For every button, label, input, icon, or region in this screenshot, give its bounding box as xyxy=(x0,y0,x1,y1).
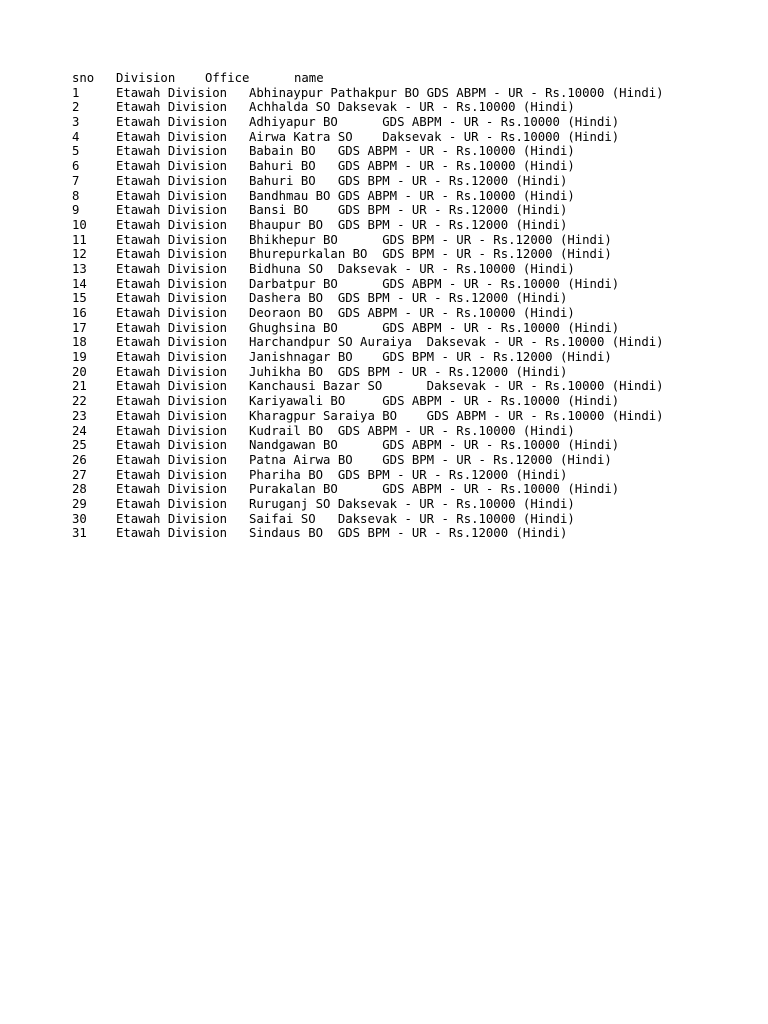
row-division: Etawah Division xyxy=(116,144,228,159)
row-office-name: Harchandpur SO Auraiya Daksevak - UR - Rs.10000 (Hindi) xyxy=(249,335,664,350)
row-division: Etawah Division xyxy=(116,511,228,526)
record-row xyxy=(72,203,664,218)
row-sno: 10 xyxy=(72,217,87,232)
row-office-name: Bahuri BO GDS BPM - UR - Rs.12000 (Hindi) xyxy=(249,173,568,188)
header-office: Office xyxy=(205,71,250,85)
row-sno: 3 xyxy=(72,115,80,130)
row-division: Etawah Division xyxy=(116,364,228,379)
row-office-name: Abhinaypur Pathakpur BO GDS ABPM - UR - Rs.10000 (Hindi) xyxy=(249,85,664,100)
row-office-name: Juhikha BO GDS BPM - UR - Rs.12000 (Hindi) xyxy=(249,364,568,379)
row-division: Etawah Division xyxy=(116,159,228,174)
row-division: Etawah Division xyxy=(116,100,228,115)
row-office-name: Janishnagar BO GDS BPM - UR - Rs.12000 (Hindi) xyxy=(249,350,612,365)
row-office-name: Kariyawali BO GDS ABPM - UR - Rs.10000 (Hindi) xyxy=(249,394,620,409)
record-row xyxy=(72,306,664,321)
row-sno: 2 xyxy=(72,100,80,115)
row-division: Etawah Division xyxy=(116,496,228,511)
record-row xyxy=(72,130,664,145)
row-sno: 11 xyxy=(72,232,87,247)
row-division: Etawah Division xyxy=(116,526,228,541)
row-sno: 16 xyxy=(72,306,87,320)
row-sno: 28 xyxy=(72,482,87,497)
row-division: Etawah Division xyxy=(116,438,228,453)
row-sno: 25 xyxy=(72,438,87,453)
record-row xyxy=(72,453,664,468)
row-division: Etawah Division xyxy=(116,291,228,306)
row-sno: 23 xyxy=(72,408,87,423)
row-division: Etawah Division xyxy=(116,217,228,232)
row-sno: 18 xyxy=(72,335,87,350)
row-sno: 12 xyxy=(72,247,87,262)
row-office-name: Bidhuna SO Daksevak - UR - Rs.10000 (Hindi) xyxy=(249,261,575,276)
row-division: Etawah Division xyxy=(116,129,228,144)
row-office-name: Airwa Katra SO Daksevak - UR - Rs.10000 (Hindi) xyxy=(249,129,620,144)
record-row xyxy=(72,86,664,101)
row-division: Etawah Division xyxy=(116,379,228,394)
row-division: Etawah Division xyxy=(116,423,228,438)
row-division: Etawah Division xyxy=(116,394,228,409)
header-row xyxy=(72,71,664,86)
row-office-name: Phariha BO GDS BPM - UR - Rs.12000 (Hindi) xyxy=(249,467,568,482)
row-office-name: Kudrail BO GDS ABPM - UR - Rs.10000 (Hindi) xyxy=(249,423,575,438)
record-row xyxy=(72,144,664,159)
row-sno: 21 xyxy=(72,379,87,394)
row-office-name: Sindaus BO GDS BPM - UR - Rs.12000 (Hindi) xyxy=(249,526,568,541)
row-sno: 31 xyxy=(72,526,87,541)
row-office-name: Babain BO GDS ABPM - UR - Rs.10000 (Hindi) xyxy=(249,144,575,159)
record-row xyxy=(72,526,664,541)
row-division: Etawah Division xyxy=(116,115,228,130)
row-division: Etawah Division xyxy=(116,350,228,365)
row-sno: 9 xyxy=(72,203,80,218)
row-office-name: Ghughsina BO GDS ABPM - UR - Rs.10000 (Hindi) xyxy=(249,320,620,335)
header-sno: sno xyxy=(72,71,95,85)
row-office-name: Adhiyapur BO GDS ABPM - UR - Rs.10000 (Hindi) xyxy=(249,115,620,130)
record-row xyxy=(72,233,664,248)
record-row xyxy=(72,335,664,350)
row-sno: 15 xyxy=(72,291,87,306)
row-office-name: Bahuri BO GDS ABPM - UR - Rs.10000 (Hindi) xyxy=(249,159,575,174)
header-division: Division xyxy=(116,71,176,85)
record-row xyxy=(72,350,664,365)
row-sno: 5 xyxy=(72,144,80,159)
row-sno: 20 xyxy=(72,364,87,379)
row-office-name: Kanchausi Bazar SO Daksevak - UR - Rs.10000 (Hindi) xyxy=(249,379,664,394)
record-row xyxy=(72,512,664,527)
row-sno: 4 xyxy=(72,129,80,144)
record-row xyxy=(72,379,664,394)
row-division: Etawah Division xyxy=(116,247,228,262)
row-office-name: Patna Airwa BO GDS BPM - UR - Rs.12000 (Hindi) xyxy=(249,452,612,467)
row-sno: 8 xyxy=(72,188,80,203)
record-row xyxy=(72,218,664,233)
row-division: Etawah Division xyxy=(116,188,228,203)
row-division: Etawah Division xyxy=(116,335,228,350)
row-division: Etawah Division xyxy=(116,408,228,423)
row-division: Etawah Division xyxy=(116,452,228,467)
record-row xyxy=(72,189,664,204)
row-division: Etawah Division xyxy=(116,261,228,276)
record-row xyxy=(72,321,664,336)
row-sno: 7 xyxy=(72,173,80,188)
row-sno: 13 xyxy=(72,261,87,276)
row-sno: 29 xyxy=(72,496,87,511)
row-office-name: Bhikhepur BO GDS BPM - UR - Rs.12000 (Hindi) xyxy=(249,232,612,247)
row-sno: 17 xyxy=(72,320,87,335)
row-division: Etawah Division xyxy=(116,320,228,335)
record-row xyxy=(72,115,664,130)
row-division: Etawah Division xyxy=(116,306,228,320)
row-division: Etawah Division xyxy=(116,85,228,100)
record-row xyxy=(72,394,664,409)
row-division: Etawah Division xyxy=(116,482,228,497)
record-row xyxy=(72,247,664,262)
row-sno: 1 xyxy=(72,85,80,100)
record-list xyxy=(72,86,664,541)
row-sno: 26 xyxy=(72,452,87,467)
row-division: Etawah Division xyxy=(116,173,228,188)
row-office-name: Achhalda SO Daksevak - UR - Rs.10000 (Hindi) xyxy=(249,100,575,115)
row-office-name: Saifai SO Daksevak - UR - Rs.10000 (Hindi) xyxy=(249,511,575,526)
record-row xyxy=(72,497,664,512)
record-row xyxy=(72,262,664,277)
row-office-name: Bansi BO GDS BPM - UR - Rs.12000 (Hindi) xyxy=(249,203,568,218)
row-office-name: Darbatpur BO GDS ABPM - UR - Rs.10000 (Hindi) xyxy=(249,276,620,291)
row-office-name: Purakalan BO GDS ABPM - UR - Rs.10000 (Hindi) xyxy=(249,482,620,497)
record-row xyxy=(72,100,664,115)
row-division: Etawah Division xyxy=(116,232,228,247)
record-row xyxy=(72,277,664,292)
record-row xyxy=(72,424,664,439)
row-office-name: Bhurepurkalan BO GDS BPM - UR - Rs.12000 (Hindi) xyxy=(249,247,612,262)
row-office-name: Kharagpur Saraiya BO GDS ABPM - UR - Rs.10000 (Hindi) xyxy=(249,408,664,423)
row-sno: 22 xyxy=(72,394,87,409)
row-sno: 14 xyxy=(72,276,87,291)
row-office-name: Nandgawan BO GDS ABPM - UR - Rs.10000 (Hindi) xyxy=(249,438,620,453)
row-sno: 19 xyxy=(72,350,87,365)
row-sno: 24 xyxy=(72,423,87,438)
row-sno: 27 xyxy=(72,467,87,482)
row-office-name: Bandhmau BO GDS ABPM - UR - Rs.10000 (Hindi) xyxy=(249,188,575,203)
row-sno: 6 xyxy=(72,159,80,174)
document-body xyxy=(72,71,664,541)
row-office-name: Dashera BO GDS BPM - UR - Rs.12000 (Hindi) xyxy=(249,291,568,306)
row-office-name: Bhaupur BO GDS BPM - UR - Rs.12000 (Hindi) xyxy=(249,217,568,232)
row-office-name: Deoraon BO GDS ABPM - UR - Rs.10000 (Hindi) xyxy=(249,306,575,320)
record-row xyxy=(72,409,664,424)
row-sno: 30 xyxy=(72,511,87,526)
row-division: Etawah Division xyxy=(116,203,228,218)
record-row xyxy=(72,174,664,189)
header-name: name xyxy=(294,71,324,85)
row-division: Etawah Division xyxy=(116,467,228,482)
record-row xyxy=(72,365,664,380)
row-division: Etawah Division xyxy=(116,276,228,291)
record-row xyxy=(72,468,664,483)
record-row xyxy=(72,482,664,497)
row-office-name: Ruruganj SO Daksevak - UR - Rs.10000 (Hindi) xyxy=(249,496,575,511)
record-row xyxy=(72,291,664,306)
record-row xyxy=(72,159,664,174)
record-row xyxy=(72,438,664,453)
